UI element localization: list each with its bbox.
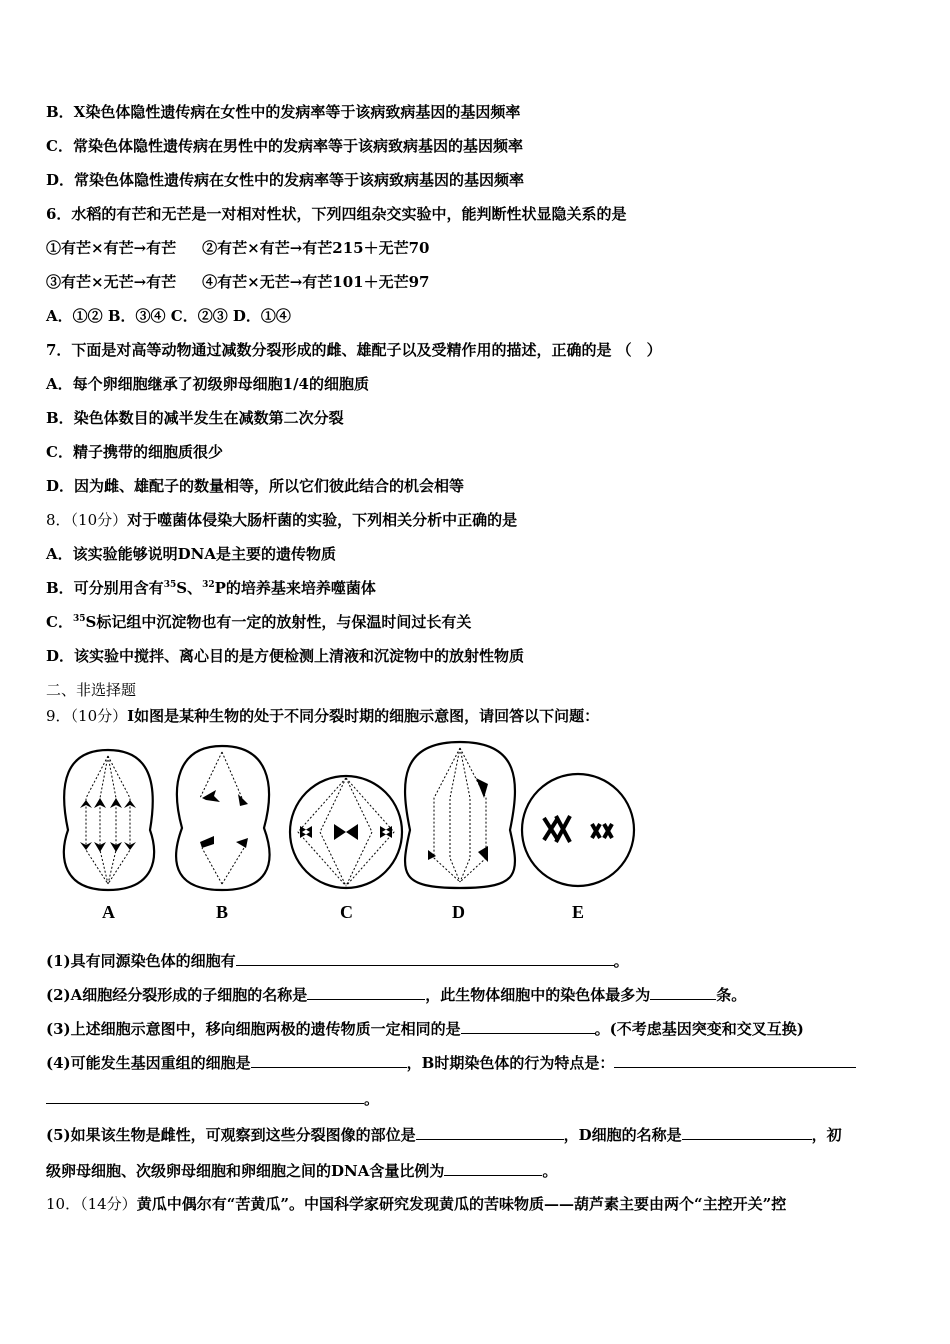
q5-option-b: B．X染色体隐性遗传病在女性中的发病率等于该病致病基因的基因频率 xyxy=(46,103,521,121)
q10-stem-line xyxy=(46,1194,904,1214)
q8-c-sup-s: 35 xyxy=(72,614,86,624)
q9-p4-mid: ，B时期染色体的行为特点是： xyxy=(406,1054,615,1072)
q9-part-2 xyxy=(46,984,904,1005)
q7-option-d: D．因为雌、雄配子的数量相等，所以它们彼此结合的机会相等 xyxy=(46,477,465,495)
cell-c xyxy=(290,776,402,888)
q9-stem: I如图是某种生物的处于不同分裂时期的细胞示意图，请回答以下问题： xyxy=(127,707,600,725)
cell-a xyxy=(64,750,154,890)
q6-cross-2: ②有芒×有芒→有芒215＋无芒70 xyxy=(202,239,430,257)
q9-p2-text: (2)A细胞经分裂形成的子细胞的名称是 xyxy=(46,986,308,1004)
q9-part-5-cont xyxy=(46,1160,904,1181)
answer-blank-5a[interactable] xyxy=(416,1124,564,1140)
q9-p2-mid: ，此生物体细胞中的染色体最多为 xyxy=(425,986,651,1004)
q9-p1-text: (1)具有同源染色体的细胞有 xyxy=(46,952,236,970)
q8-stem: 对于噬菌体侵染大肠杆菌的实验，下列相关分析中正确的是 xyxy=(127,511,518,529)
q9-p4-text: (4)可能发生基因重组的细胞是 xyxy=(46,1054,251,1072)
q8-b-text-2: S、 xyxy=(176,579,203,597)
q9-stem-line xyxy=(46,706,904,726)
q6-crosses-row1 xyxy=(46,238,904,258)
answer-blank-4c[interactable] xyxy=(46,1088,364,1104)
answer-blank-4a[interactable] xyxy=(251,1052,407,1068)
q9-part-3 xyxy=(46,1018,904,1039)
q8-b-sup-s: 35 xyxy=(163,580,177,590)
q8-b-text-1: B．可分别用含有 xyxy=(46,579,164,597)
answer-blank-2b[interactable] xyxy=(650,984,716,1000)
q9-part-4 xyxy=(46,1052,904,1073)
q8-number: 8．（10分） xyxy=(46,511,128,529)
figure-label-c: C xyxy=(340,902,353,922)
q9-p2-end: 条。 xyxy=(716,986,747,1004)
figure-label-d: D xyxy=(452,902,465,922)
q10-stem: 黄瓜中偶尔有“苦黄瓜”。中国科学家研究发现黄瓜的苦味物质——葫芦素主要由两个“主控开关”控 xyxy=(136,1195,787,1213)
q8-option-b xyxy=(46,578,904,598)
q5-option-d: D．常染色体隐性遗传病在女性中的发病率等于该病致病基因的基因频率 xyxy=(46,171,525,189)
q8-option-c xyxy=(46,612,904,632)
q6-stem: 6．水稻的有芒和无芒是一对相对性状，下列四组杂交实验中，能判断性状显隐关系的是 xyxy=(46,205,627,223)
q7-option-a: A．每个卵细胞继承了初级卵母细胞1/4的细胞质 xyxy=(46,375,369,393)
q6-cross-3: ③有芒×无芒→有芒 xyxy=(46,273,177,291)
q9-p5-text: (5)如果该生物是雌性，可观察到这些分裂图像的部位是 xyxy=(46,1126,416,1144)
q8-b-text-3: P的培养基来培养噬菌体 xyxy=(214,579,376,597)
cell-b xyxy=(176,746,269,890)
q8-c-text-2: S标记组中沉淀物也有一定的放射性，与保温时间过长有关 xyxy=(85,613,472,631)
section-title: 二、非选择题 xyxy=(46,681,137,699)
q7-stem: 7．下面是对高等动物通过减数分裂形成的雌、雄配子以及受精作用的描述，正确的是 （ ） xyxy=(46,341,662,359)
q9-p1-end: 。 xyxy=(613,952,629,970)
q9-part-5 xyxy=(46,1124,904,1145)
q6-cross-1: ①有芒×有芒→有芒 xyxy=(46,239,177,257)
answer-blank-3[interactable] xyxy=(461,1018,595,1034)
cell-division-figure xyxy=(50,738,650,928)
cell-division-svg xyxy=(50,738,650,928)
answer-blank-4b[interactable] xyxy=(614,1052,856,1068)
q9-p5-text2: 级卵母细胞、次级卵母细胞和卵细胞之间的DNA含量比例为 xyxy=(46,1162,445,1180)
q6-cross-4: ④有芒×无芒→有芒101＋无芒97 xyxy=(202,273,430,291)
q6-crosses-row2 xyxy=(46,272,904,292)
q5-option-c: C．常染色体隐性遗传病在男性中的发病率等于该病致病基因的基因频率 xyxy=(46,137,523,155)
q9-part-1 xyxy=(46,950,904,971)
q10-number: 10．（14分） xyxy=(46,1195,137,1213)
q9-p5-mid: ，D细胞的名称是 xyxy=(563,1126,682,1144)
answer-blank-1[interactable] xyxy=(236,950,614,966)
figure-label-b: B xyxy=(216,902,229,922)
q8-c-text-1: C． xyxy=(46,613,73,631)
cell-d xyxy=(405,742,515,888)
q9-p4-end: 。 xyxy=(364,1090,380,1108)
q9-p5-mid2: ，初 xyxy=(811,1126,842,1144)
answer-blank-2a[interactable] xyxy=(307,984,425,1000)
figure-label-a: A xyxy=(102,902,115,922)
q9-p3-text: (3)上述细胞示意图中，移向细胞两极的遗传物质一定相同的是 xyxy=(46,1020,461,1038)
q7-option-c: C．精子携带的细胞质很少 xyxy=(46,443,223,461)
q9-part-4-cont xyxy=(46,1088,904,1109)
q9-p3-end: 。(不考虑基因突变和交叉互换) xyxy=(594,1020,804,1038)
answer-blank-5c[interactable] xyxy=(444,1160,542,1176)
cell-e xyxy=(522,774,634,886)
q9-p5-end: 。 xyxy=(542,1162,558,1180)
figure-label-e: E xyxy=(572,902,585,922)
q8-b-sup-p: 32 xyxy=(202,580,215,590)
q8-stem-line xyxy=(46,510,904,530)
q7-option-b: B．染色体数目的减半发生在减数第二次分裂 xyxy=(46,409,344,427)
q8-option-d: D．该实验中搅拌、离心目的是方便检测上清液和沉淀物中的放射性物质 xyxy=(46,647,525,665)
q8-option-a: A．该实验能够说明DNA是主要的遗传物质 xyxy=(46,545,336,563)
answer-blank-5b[interactable] xyxy=(682,1124,812,1140)
q9-number: 9．（10分） xyxy=(46,707,128,725)
q6-options: A．①② B．③④ C．②③ D．①④ xyxy=(46,307,291,325)
